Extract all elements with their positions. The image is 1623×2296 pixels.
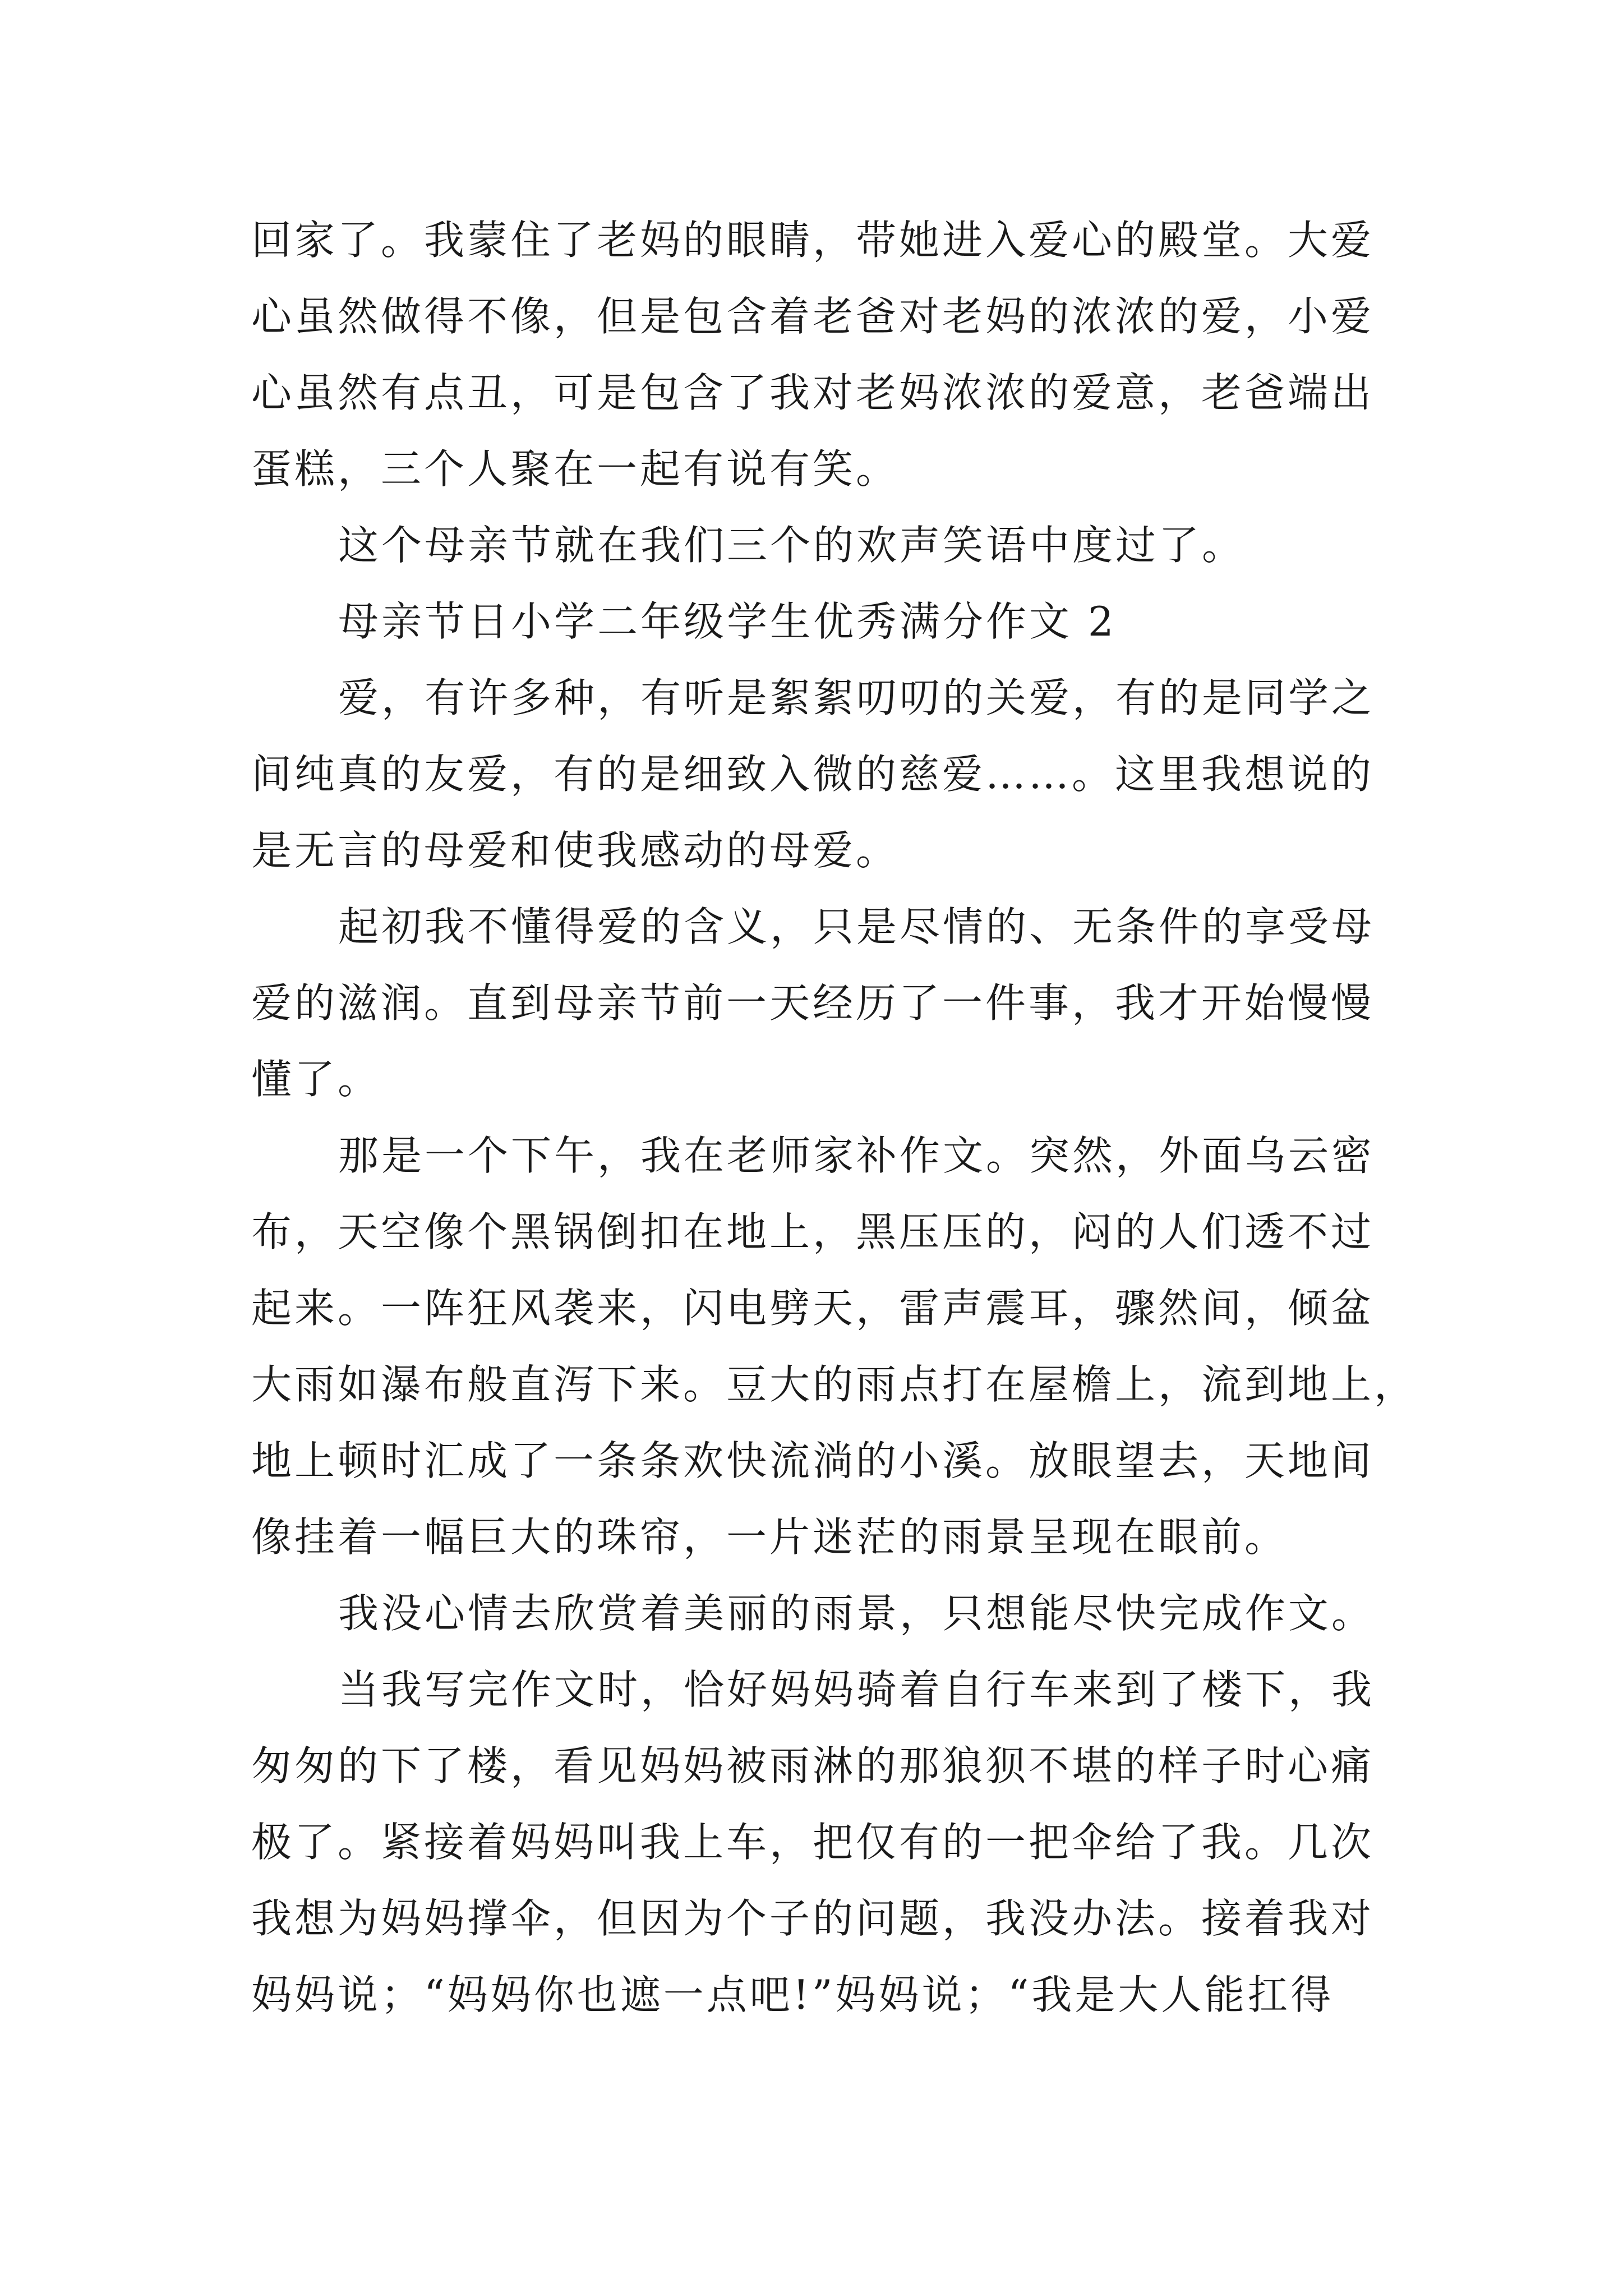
text-line: 我没心情去欣赏着美丽的雨景，只想能尽快完成作文。 bbox=[338, 1590, 1375, 1637]
text-line: 地上顿时汇成了一条条欢快流淌的小溪。放眼望去，天地间 bbox=[251, 1437, 1375, 1484]
text-line: 是无言的母爱和使我感动的母爱。 bbox=[251, 827, 900, 874]
text-line: 布，天空像个黑锅倒扣在地上，黑压压的，闷的人们透不过 bbox=[251, 1208, 1375, 1255]
text-line: 妈妈说；“妈妈你也遮一点吧!”妈妈说；“我是大人能扛得 bbox=[251, 1971, 1334, 2018]
text-line: 母亲节日小学二年级学生优秀满分作文 2 bbox=[338, 598, 1117, 645]
text-line: 这个母亲节就在我们三个的欢声笑语中度过了。 bbox=[338, 522, 1246, 569]
text-line: 当我写完作文时，恰好妈妈骑着自行车来到了楼下，我 bbox=[338, 1666, 1375, 1713]
text-line: 匆匆的下了楼，看见妈妈被雨淋的那狼狈不堪的样子时心痛 bbox=[251, 1742, 1375, 1789]
text-line: 爱的滋润。直到母亲节前一天经历了一件事，我才开始慢慢 bbox=[251, 979, 1375, 1027]
text-line: 蛋糕，三个人聚在一起有说有笑。 bbox=[251, 445, 900, 493]
text-line: 起来。一阵狂风袭来，闪电劈天，雷声震耳，骤然间，倾盆 bbox=[251, 1285, 1375, 1332]
text-line: 我想为妈妈撑伞，但因为个子的问题，我没办法。接着我对 bbox=[251, 1895, 1375, 1942]
text-line: 起初我不懂得爱的含义，只是尽情的、无条件的享受母 bbox=[338, 903, 1375, 950]
text-line: 回家了。我蒙住了老妈的眼睛，带她进入爱心的殿堂。大爱 bbox=[251, 217, 1375, 264]
text-line: 爱，有许多种，有听是絮絮叨叨的关爱，有的是同学之 bbox=[338, 674, 1375, 721]
text-line: 极了。紧接着妈妈叫我上车，把仅有的一把伞给了我。几次 bbox=[251, 1819, 1375, 1866]
document-body bbox=[251, 202, 1418, 2033]
text-line: 心虽然做得不像，但是包含着老爸对老妈的浓浓的爱，小爱 bbox=[251, 293, 1375, 340]
text-line: 心虽然有点丑，可是包含了我对老妈浓浓的爱意，老爸端出 bbox=[251, 369, 1375, 416]
text-line: 那是一个下午，我在老师家补作文。突然，外面乌云密 bbox=[338, 1132, 1375, 1179]
text-line: 像挂着一幅巨大的珠帘，一片迷茫的雨景呈现在眼前。 bbox=[251, 1513, 1288, 1561]
text-line: 间纯真的友爱，有的是细致入微的慈爱……。这里我想说的 bbox=[251, 751, 1375, 798]
text-line: 大雨如瀑布般直泻下来。豆大的雨点打在屋檐上，流到地上， bbox=[251, 1361, 1418, 1408]
text-line: 懂了。 bbox=[251, 1056, 381, 1103]
